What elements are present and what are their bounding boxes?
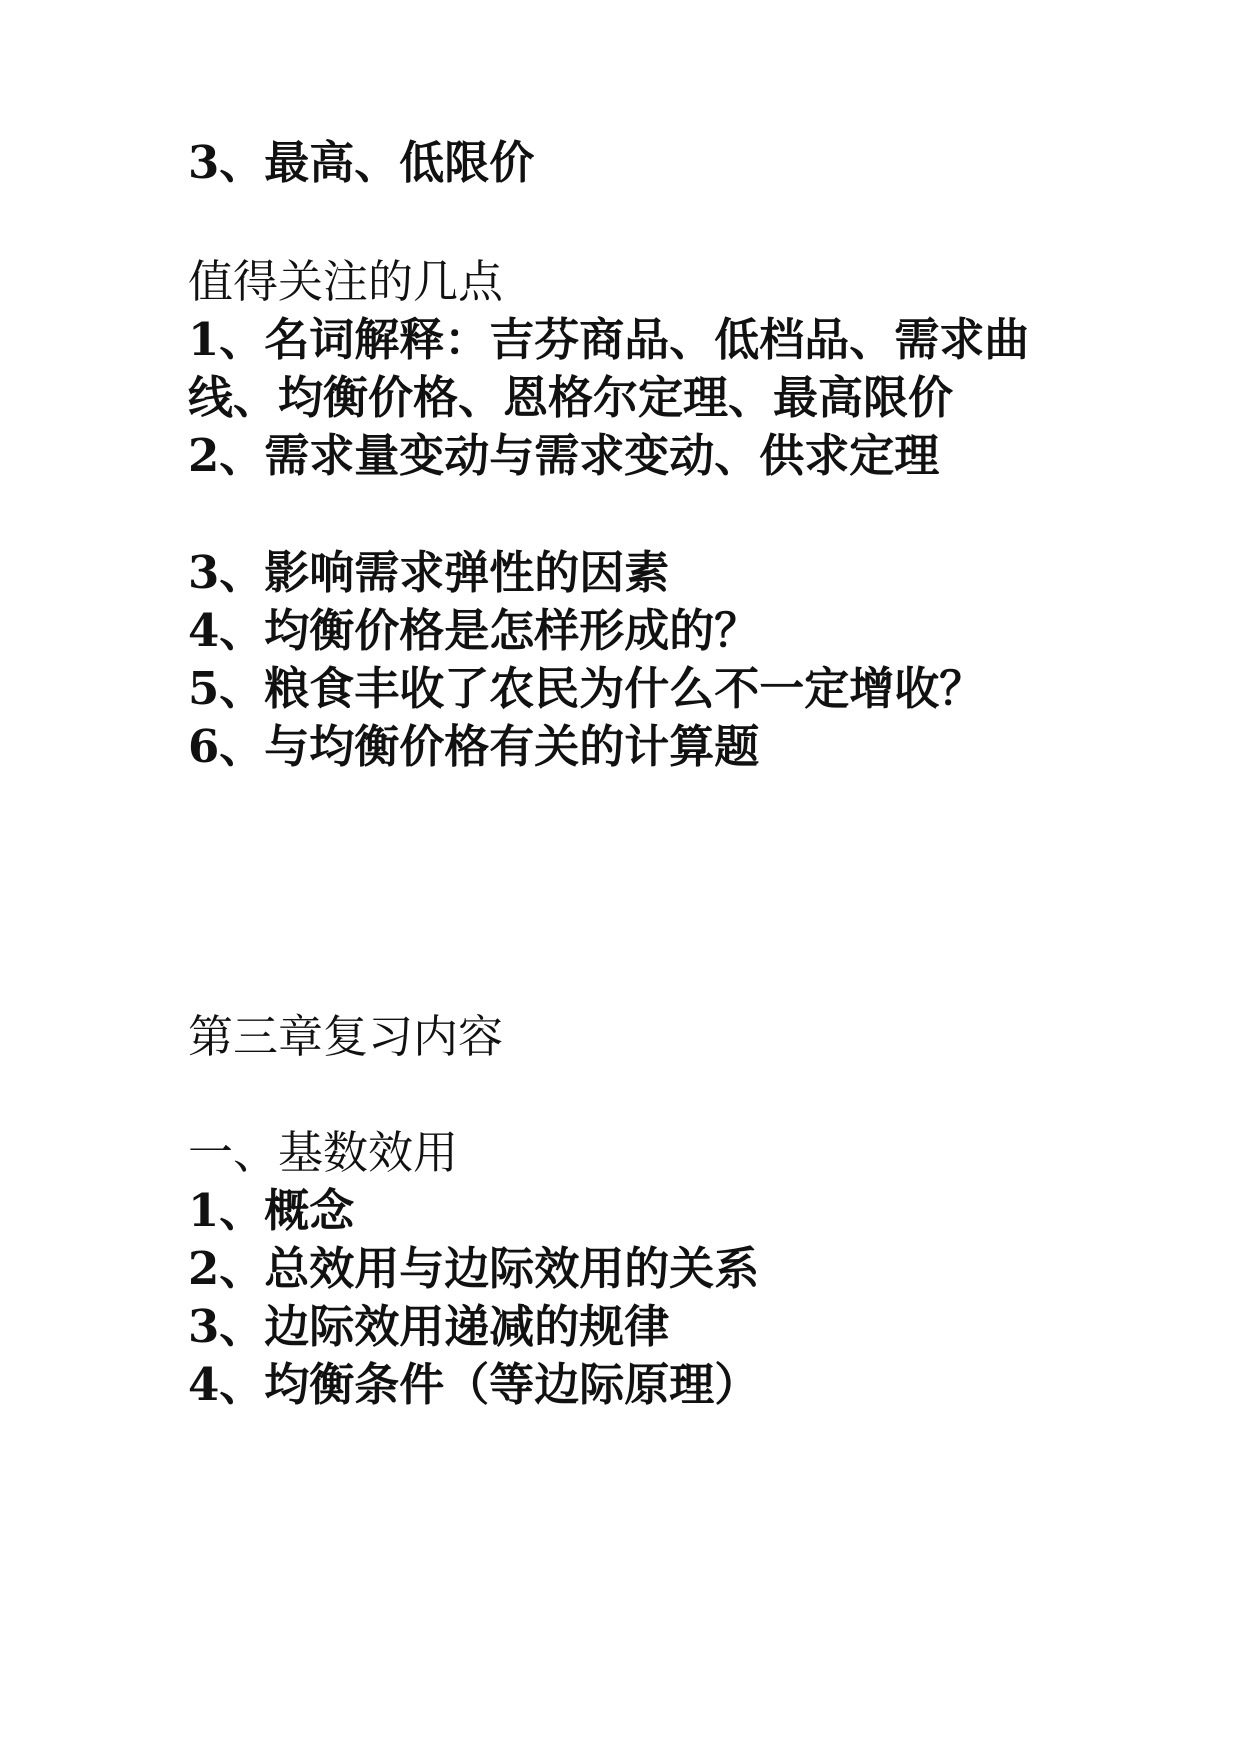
chapter-three-item: 4、均衡条件（等边际原理） <box>188 1358 760 1411</box>
key-point-item: 1、名词解释：吉芬商品、低档品、需求曲 <box>188 313 1030 366</box>
key-point-item: 6、与均衡价格有关的计算题 <box>188 720 760 773</box>
chapter-three-item: 3、边际效用递减的规律 <box>188 1300 670 1353</box>
key-point-item: 线、均衡价格、恩格尔定理、最高限价 <box>188 371 954 424</box>
chapter-three-title: 第三章复习内容 <box>188 1010 504 1063</box>
key-points-heading: 值得关注的几点 <box>188 255 504 308</box>
chapter-three-item: 2、总效用与边际效用的关系 <box>188 1242 760 1295</box>
key-point-item: 5、粮食丰收了农民为什么不一定增收？ <box>188 662 985 715</box>
section-price-limits: 3、最高、低限价 <box>188 136 535 189</box>
chapter-three-item: 1、概念 <box>188 1184 355 1237</box>
chapter-three-subheading: 一、基数效用 <box>188 1126 459 1179</box>
key-point-item: 2、需求量变动与需求变动、供求定理 <box>188 429 940 482</box>
key-point-item: 4、均衡价格是怎样形成的？ <box>188 604 760 657</box>
key-point-item: 3、影响需求弹性的因素 <box>188 546 670 599</box>
